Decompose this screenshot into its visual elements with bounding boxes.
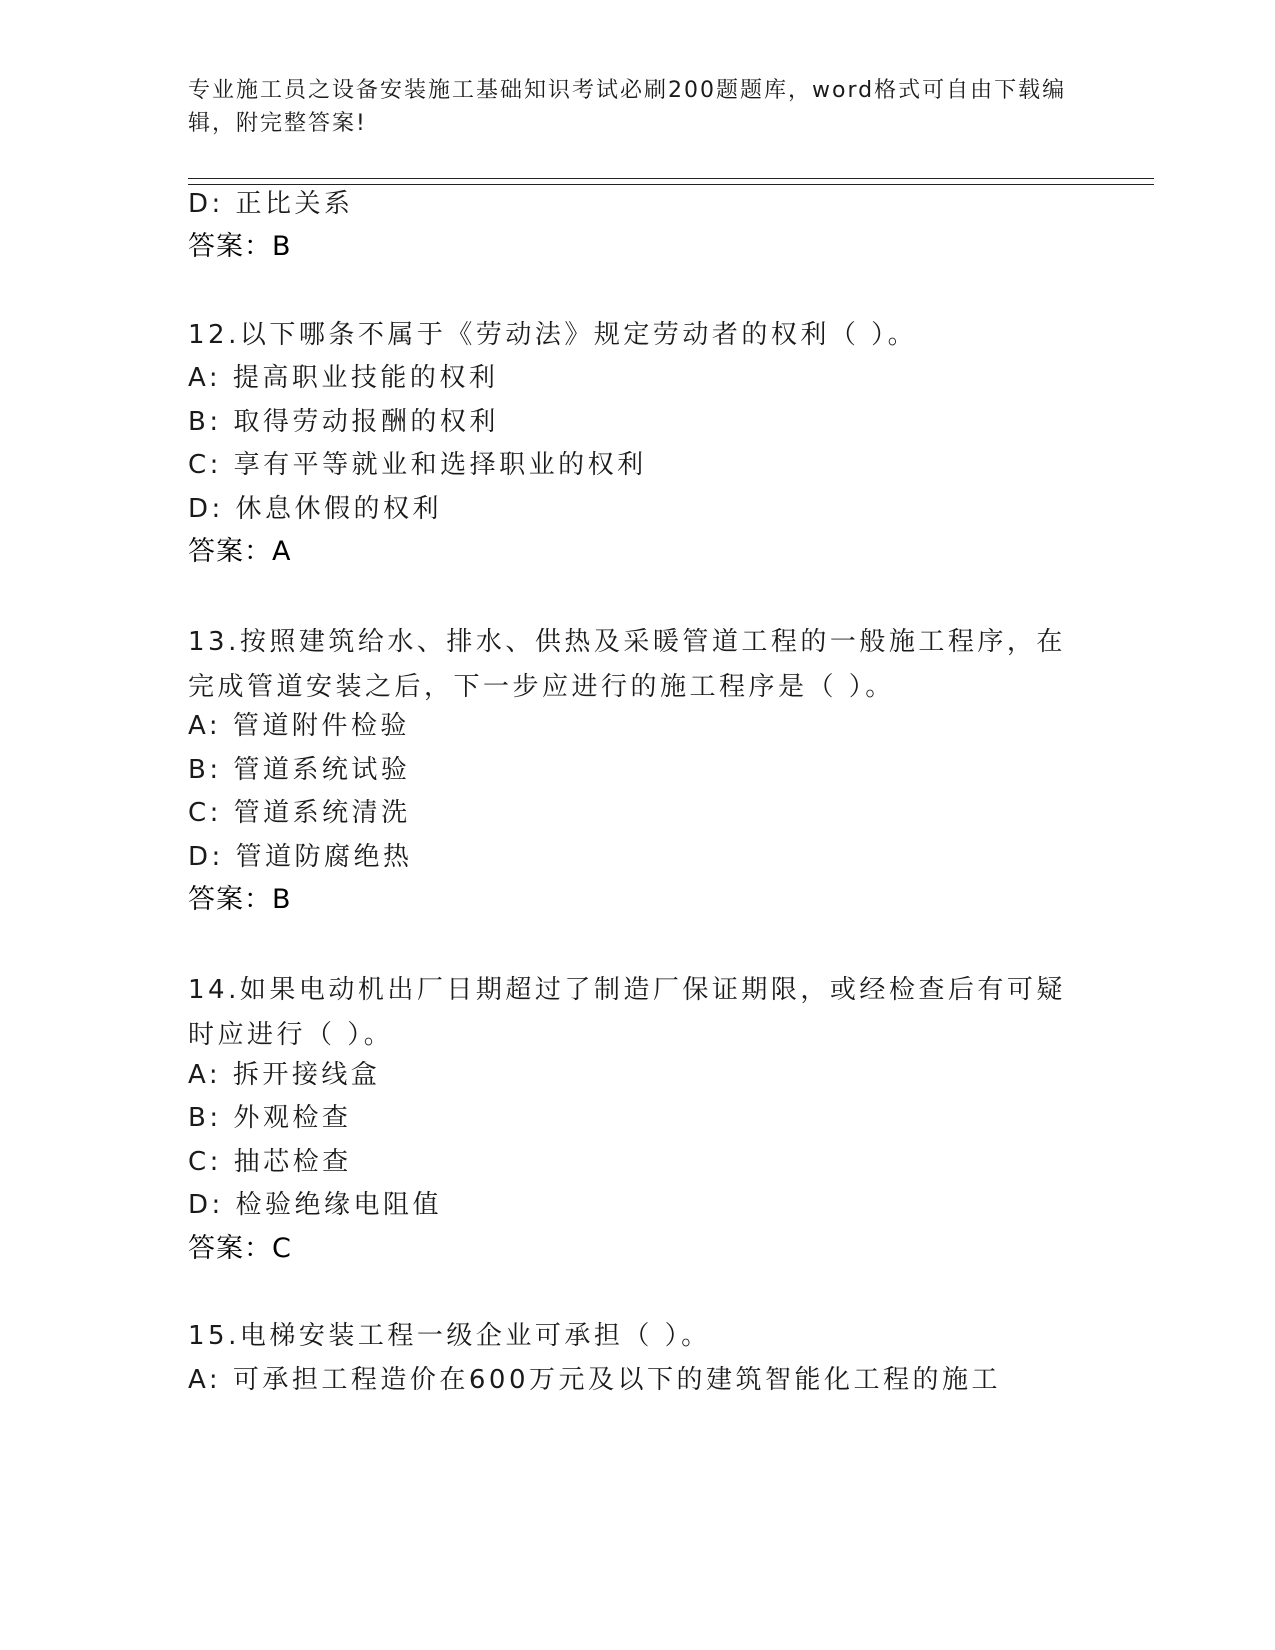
option-d: D: 检验绝缘电阻值 <box>188 1190 443 1220</box>
question-stem: 15.电梯安装工程一级企业可承担（ ）。 <box>188 1321 711 1351</box>
option-a: A: 可承担工程造价在600万元及以下的建筑智能化工程的施工 <box>188 1365 1001 1395</box>
option-a: A: 提高职业技能的权利 <box>188 363 499 393</box>
header-rule-top <box>188 178 1154 179</box>
option-d: D: 正比关系 <box>188 189 354 219</box>
option-b: B: 取得劳动报酬的权利 <box>188 407 499 437</box>
option-a: A: 拆开接线盒 <box>188 1060 381 1090</box>
header-rule-bottom <box>188 184 1154 185</box>
question-stem: 12.以下哪条不属于《劳动法》规定劳动者的权利（ ）。 <box>188 320 918 350</box>
option-c: C: 抽芯检查 <box>188 1147 352 1177</box>
option-d: D: 休息休假的权利 <box>188 494 443 524</box>
answer-label: 答案：C <box>188 1233 292 1264</box>
answer-label: 答案：B <box>188 884 292 915</box>
option-b: B: 外观检查 <box>188 1103 352 1133</box>
question-stem: 14.如果电动机出厂日期超过了制造厂保证期限，或经检查后有可疑时应进行（ ）。 <box>188 975 1066 1050</box>
option-d: D: 管道防腐绝热 <box>188 842 413 872</box>
answer-label: 答案：B <box>188 231 292 262</box>
page-header-text: 专业施工员之设备安装施工基础知识考试必刷200题题库，word格式可自由下载编辑，附完整答案! <box>188 78 1067 136</box>
option-a: A: 管道附件检验 <box>188 711 410 741</box>
option-c: C: 管道系统清洗 <box>188 798 411 828</box>
option-b: B: 管道系统试验 <box>188 755 411 785</box>
answer-label: 答案：A <box>188 536 292 567</box>
question-stem: 13.按照建筑给水、排水、供热及采暖管道工程的一般施工程序，在完成管道安装之后，下一步应进行的施工程序是（ ）。 <box>188 627 1066 702</box>
option-c: C: 享有平等就业和选择职业的权利 <box>188 450 647 480</box>
